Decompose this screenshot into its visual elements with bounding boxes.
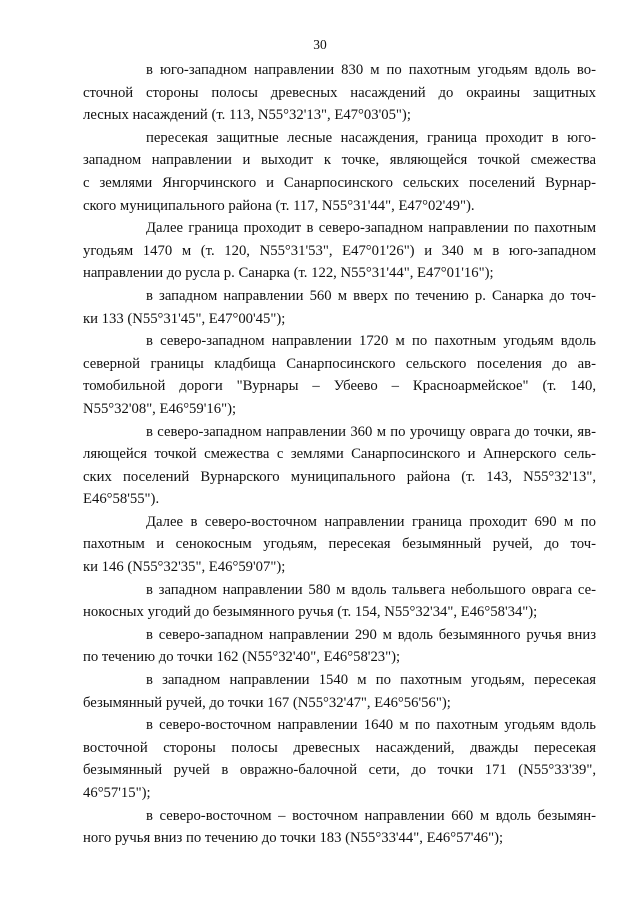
paragraph [83, 714, 596, 804]
text-line: ки 146 (N55°32'35", E46°59'07"); [83, 559, 286, 576]
paragraph [83, 59, 596, 127]
paragraph [83, 579, 596, 624]
text-line: N55°32'08", E46°59'16"); [83, 400, 237, 417]
text-line: безымянный ручей в овражно-балочной сети, до точки 171 (N55°33'39", [83, 762, 596, 779]
paragraph [83, 511, 596, 579]
text-line: северной границы кладбища Санарпосинского сельского поселения до ав- [83, 355, 596, 372]
text-line: направлении до русла р. Санарка (т. 122, N55°31'44", E47°01'16"); [83, 265, 494, 282]
paragraph [83, 669, 596, 714]
text-line: ских поселений Вурнарского муниципального района (т. 143, N55°32'13", [83, 468, 596, 485]
text-line: E46°58'55"). [83, 491, 160, 508]
text-line: западном направлении и выходит к точке, являющейся точкой смежества [83, 152, 596, 169]
text-line: томобильной дороги "Вурнары – Убеево – Красноармейское" (т. 140, [83, 378, 596, 395]
text-line: по течению до точки 162 (N55°32'40", E46°58'23"); [83, 649, 401, 666]
text-line: восточной стороны полосы древесных насаждений, дважды пересекая [83, 739, 596, 756]
paragraph [83, 624, 596, 669]
text-line: в северо-западном направлении 1720 м по пахотным угодьям вдоль [146, 333, 596, 350]
text-line: Далее граница проходит в северо-западном направлении по пахотным [146, 220, 596, 237]
text-line: в западном направлении 1540 м по пахотным угодьям, пересекая [146, 672, 596, 689]
document-body [83, 59, 596, 850]
text-line: в западном направлении 580 м вдоль тальвега небольшого оврага се- [146, 581, 596, 598]
paragraph [83, 421, 596, 511]
page-number: 30 [313, 37, 327, 52]
paragraph [83, 217, 596, 285]
text-line: нокосных угодий до безымянного ручья (т. 154, N55°32'34", E46°58'34"); [83, 604, 538, 621]
text-line: ляющейся точкой смежества с землями Санарпосинского и Апнерского сель- [83, 446, 596, 463]
text-line: 46°57'15"); [83, 785, 151, 801]
text-line: в западном направлении 560 м вверх по течению р. Санарка до точ- [146, 287, 596, 304]
text-line: пахотным и сенокосным угодьям, пересекая безымянный ручей, до точ- [83, 536, 596, 553]
text-line: ного ручья вниз по течению до точки 183 (N55°33'44", E46°57'46"); [83, 830, 504, 847]
paragraph [83, 285, 596, 330]
text-line: безымянный ручей, до точки 167 (N55°32'47", E46°56'56"); [83, 694, 451, 711]
text-line: лесных насаждений (т. 113, N55°32'13", E47°03'05"); [83, 107, 411, 124]
paragraph [83, 127, 596, 217]
text-line: в северо-восточном – восточном направлении 660 м вдоль безымян- [146, 807, 596, 824]
text-line: Далее в северо-восточном направлении граница проходит 690 м по [146, 513, 596, 530]
text-line: в юго-западном направлении 830 м по пахотным угодьям вдоль во- [146, 62, 596, 78]
paragraph [83, 805, 596, 850]
text-line: угодьям 1470 м (т. 120, N55°31'53", E47°01'26") и 340 м в юго-западном [83, 242, 596, 259]
text-line: ки 133 (N55°31'45", E47°00'45"); [83, 310, 286, 327]
text-line: ского муниципального района (т. 117, N55°31'44", E47°02'49"). [83, 197, 475, 214]
text-line: в северо-западном направлении 290 м вдоль безымянного ручья вниз [146, 626, 596, 643]
text-line: в северо-западном направлении 360 м по урочищу оврага до точки, яв- [146, 423, 596, 440]
text-line: в северо-восточном направлении 1640 м по пахотным угодьям вдоль [146, 717, 596, 734]
text-line: с землями Янгорчинского и Санарпосинского сельских поселений Вурнар- [83, 174, 596, 191]
text-line: сточной стороны полосы древесных насаждений до окраины защитных [83, 84, 596, 101]
paragraph [83, 330, 596, 420]
text-line: пересекая защитные лесные насаждения, граница проходит в юго- [146, 129, 596, 146]
